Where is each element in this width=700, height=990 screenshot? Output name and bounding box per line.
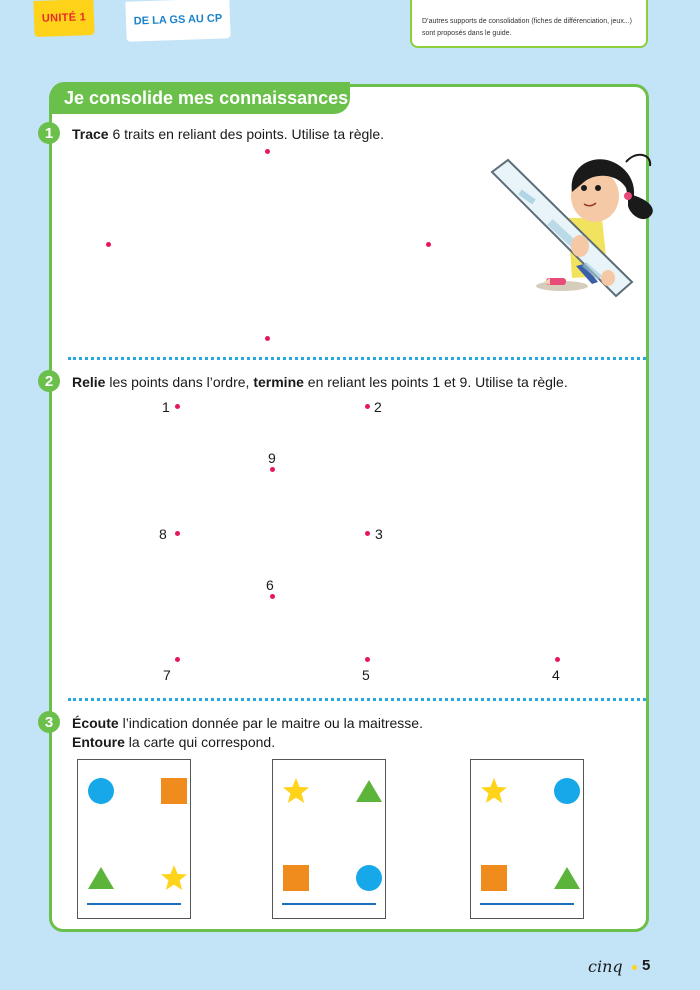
- page-word: cinq: [588, 957, 623, 976]
- ex1-point-right[interactable]: [426, 242, 431, 247]
- info-line-2: sont proposés dans le guide.: [422, 30, 512, 37]
- square-shape: [481, 865, 507, 891]
- separator-1: [68, 357, 646, 360]
- ex2-point-3[interactable]: [365, 531, 370, 536]
- ex1-point-bottom[interactable]: [265, 336, 270, 341]
- shape-card-2[interactable]: [272, 759, 386, 919]
- shape-card-1[interactable]: [77, 759, 191, 919]
- triangle-shape: [88, 867, 114, 889]
- circle-shape: [356, 865, 382, 891]
- square-shape: [161, 778, 187, 804]
- point-label-9: 9: [268, 450, 276, 466]
- star-shape: [160, 864, 188, 892]
- exercise-3-text-2: la carte qui correspond.: [124, 734, 276, 750]
- card-1-slot-2: [160, 777, 188, 805]
- card-2-slot-4: [355, 864, 383, 892]
- card-3-slot-3: [480, 864, 508, 892]
- card-underline: [87, 903, 181, 905]
- card-2-slot-2: [355, 777, 383, 805]
- card-2-slot-1: [282, 777, 310, 805]
- triangle-shape: [356, 780, 382, 802]
- page-number: 5: [642, 957, 651, 974]
- card-underline: [282, 903, 376, 905]
- ex2-point-5[interactable]: [365, 657, 370, 662]
- point-label-7: 7: [163, 667, 171, 683]
- card-underline: [480, 903, 574, 905]
- card-3-slot-2: [553, 777, 581, 805]
- exercise-3-verb: Écoute: [72, 715, 119, 731]
- point-label-4: 4: [552, 667, 560, 683]
- square-shape: [283, 865, 309, 891]
- point-label-5: 5: [362, 667, 370, 683]
- ex2-point-2[interactable]: [365, 404, 370, 409]
- shape-card-3[interactable]: [470, 759, 584, 919]
- ex2-point-1[interactable]: [175, 404, 180, 409]
- level-tab: DE LA GS AU CP: [125, 0, 230, 42]
- info-line-1: D’autres supports de consolidation (fiches de différenciation, jeux...): [422, 18, 632, 25]
- info-box: [410, 0, 648, 48]
- exercise-2-text-a: les points dans l’ordre,: [105, 374, 254, 390]
- exercise-1-verb: Trace: [72, 126, 109, 142]
- exercise-2-verb: Relie: [72, 374, 106, 390]
- point-label-1: 1: [162, 399, 170, 415]
- ex1-point-left[interactable]: [106, 242, 111, 247]
- exercise-2-verb-2: termine: [253, 374, 304, 390]
- exercise-3-verb-2: Entoure: [72, 734, 125, 750]
- exercise-3-instruction-line-2: [72, 734, 275, 750]
- unit-tab: UNITÉ 1: [33, 0, 94, 37]
- card-3-slot-4: [553, 864, 581, 892]
- exercise-1-badge: 1: [38, 122, 60, 144]
- point-label-3: 3: [375, 526, 383, 542]
- exercise-3-instruction-line-1: [72, 715, 423, 731]
- exercise-3-badge: 3: [38, 711, 60, 733]
- ex2-point-7[interactable]: [175, 657, 180, 662]
- exercise-1-instruction: [72, 126, 384, 142]
- circle-shape: [554, 778, 580, 804]
- star-shape: [282, 777, 310, 805]
- separator-2: [68, 698, 646, 701]
- girl-with-ruler-illustration: [480, 148, 675, 303]
- exercise-2-badge: 2: [38, 370, 60, 392]
- exercise-3-text: l’indication donnée par le maitre ou la maitresse.: [118, 715, 423, 731]
- point-label-2: 2: [374, 399, 382, 415]
- exercise-2-instruction: [72, 374, 568, 390]
- triangle-shape: [554, 867, 580, 889]
- point-label-8: 8: [159, 526, 167, 542]
- ex1-point-top[interactable]: [265, 149, 270, 154]
- card-3-slot-1: [480, 777, 508, 805]
- card-1-slot-1: [87, 777, 115, 805]
- exercise-2-text-b: en reliant les points 1 et 9. Utilise ta règle.: [303, 374, 568, 390]
- section-title: Je consolide mes connaissances: [50, 82, 350, 114]
- card-1-slot-4: [160, 864, 188, 892]
- ex2-point-4[interactable]: [555, 657, 560, 662]
- card-1-slot-3: [87, 864, 115, 892]
- footer-dot: [632, 965, 637, 970]
- card-2-slot-3: [282, 864, 310, 892]
- star-shape: [480, 777, 508, 805]
- exercise-1-text: 6 traits en reliant des points. Utilise ta règle.: [108, 126, 385, 142]
- point-label-6: 6: [266, 577, 274, 593]
- circle-shape: [88, 778, 114, 804]
- ex2-point-8[interactable]: [175, 531, 180, 536]
- ex2-point-9[interactable]: [270, 467, 275, 472]
- ex2-point-6[interactable]: [270, 594, 275, 599]
